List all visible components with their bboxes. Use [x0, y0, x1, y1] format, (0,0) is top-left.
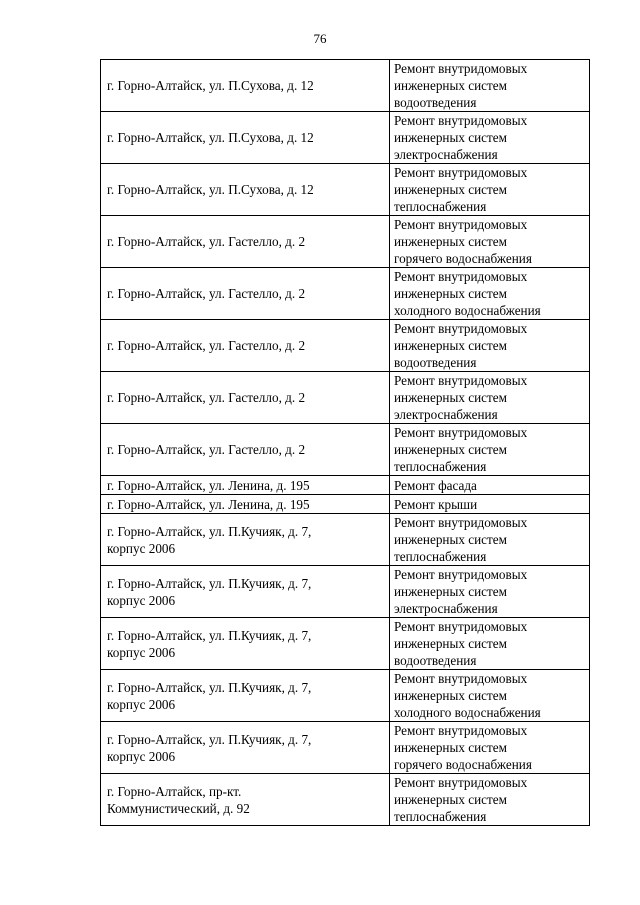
- address-line: г. Горно-Алтайск, ул. П.Сухова, д. 12: [107, 182, 314, 197]
- table-row: [101, 112, 590, 164]
- work-line: инженерных систем: [394, 792, 507, 807]
- address-line: г. Горно-Алтайск, ул. П.Кучияк, д. 7,: [107, 575, 312, 591]
- work-line: инженерных систем: [394, 130, 507, 145]
- address-cell: [101, 774, 390, 826]
- work-line: холодного водоснабжения: [394, 705, 541, 720]
- table-row: [101, 670, 590, 722]
- work-line: инженерных систем: [394, 234, 507, 249]
- table-row: [101, 514, 590, 566]
- work-line: электроснабжения: [394, 147, 498, 162]
- work-cell: [390, 112, 590, 164]
- work-cell: [390, 60, 590, 112]
- table-row: [101, 164, 590, 216]
- work-line: водоотведения: [394, 653, 477, 668]
- address-line: г. Горно-Алтайск, ул. П.Кучияк, д. 7,: [107, 523, 312, 539]
- work-cell: [390, 424, 590, 476]
- address-cell: [101, 164, 390, 216]
- address-line: корпус 2006: [107, 748, 176, 764]
- address-cell: [101, 495, 390, 514]
- work-line: Ремонт фасада: [394, 477, 477, 493]
- work-line: теплоснабжения: [394, 809, 487, 824]
- work-line: инженерных систем: [394, 636, 507, 651]
- address-line: г. Горно-Алтайск, ул. Ленина, д. 195: [107, 496, 310, 512]
- address-line: г. Горно-Алтайск, ул. Гастелло, д. 2: [107, 286, 306, 301]
- work-line: Ремонт внутридомовых: [394, 567, 528, 582]
- work-line: Ремонт внутридомовых: [394, 619, 528, 634]
- address-line: г. Горно-Алтайск, ул. П.Сухова, д. 12: [107, 78, 314, 93]
- work-line: электроснабжения: [394, 407, 498, 422]
- address-line: г. Горно-Алтайск, пр-кт.: [107, 783, 242, 799]
- address-cell: [101, 424, 390, 476]
- work-line: инженерных систем: [394, 182, 507, 197]
- address-line: г. Горно-Алтайск, ул. Гастелло, д. 2: [107, 234, 306, 249]
- address-cell: [101, 112, 390, 164]
- work-line: инженерных систем: [394, 390, 507, 405]
- work-line: инженерных систем: [394, 78, 507, 93]
- address-cell: [101, 476, 390, 495]
- work-line: Ремонт внутридомовых: [394, 775, 528, 790]
- address-line: корпус 2006: [107, 696, 176, 712]
- work-line: теплоснабжения: [394, 459, 487, 474]
- work-cell: [390, 320, 590, 372]
- work-line: водоотведения: [394, 355, 477, 370]
- address-line: г. Горно-Алтайск, ул. П.Кучияк, д. 7,: [107, 627, 312, 643]
- table-row: [101, 424, 590, 476]
- address-cell: [101, 320, 390, 372]
- table-row: [101, 566, 590, 618]
- work-line: Ремонт внутридомовых: [394, 165, 528, 180]
- work-cell: [390, 566, 590, 618]
- address-cell: [101, 670, 390, 722]
- table-row: [101, 372, 590, 424]
- address-line: г. Горно-Алтайск, ул. П.Кучияк, д. 7,: [107, 679, 312, 695]
- address-line: г. Горно-Алтайск, ул. П.Сухова, д. 12: [107, 130, 314, 145]
- work-line: горячего водоснабжения: [394, 757, 532, 772]
- address-cell: [101, 618, 390, 670]
- address-line: г. Горно-Алтайск, ул. Гастелло, д. 2: [107, 442, 306, 457]
- work-line: Ремонт внутридомовых: [394, 217, 528, 232]
- address-cell: [101, 216, 390, 268]
- work-line: инженерных систем: [394, 532, 507, 547]
- work-line: инженерных систем: [394, 688, 507, 703]
- work-cell: [390, 268, 590, 320]
- work-line: Ремонт внутридомовых: [394, 269, 528, 284]
- work-line: инженерных систем: [394, 338, 507, 353]
- work-line: теплоснабжения: [394, 549, 487, 564]
- table-row: [101, 722, 590, 774]
- address-line: корпус 2006: [107, 592, 176, 608]
- works-table-body: [101, 60, 590, 826]
- work-cell: [390, 216, 590, 268]
- work-line: Ремонт внутридомовых: [394, 515, 528, 530]
- work-line: теплоснабжения: [394, 199, 487, 214]
- work-cell: [390, 372, 590, 424]
- work-line: Ремонт внутридомовых: [394, 321, 528, 336]
- work-cell: [390, 774, 590, 826]
- work-line: инженерных систем: [394, 286, 507, 301]
- work-line: инженерных систем: [394, 740, 507, 755]
- work-cell: [390, 495, 590, 514]
- address-line: Коммунистический, д. 92: [107, 800, 250, 816]
- work-line: Ремонт внутридомовых: [394, 373, 528, 388]
- work-line: инженерных систем: [394, 442, 507, 457]
- table-row: [101, 320, 590, 372]
- work-cell: [390, 476, 590, 495]
- work-cell: [390, 618, 590, 670]
- address-cell: [101, 268, 390, 320]
- work-line: горячего водоснабжения: [394, 251, 532, 266]
- work-line: Ремонт внутридомовых: [394, 61, 528, 76]
- address-line: корпус 2006: [107, 540, 176, 556]
- address-cell: [101, 60, 390, 112]
- work-line: водоотведения: [394, 95, 477, 110]
- address-line: г. Горно-Алтайск, ул. Гастелло, д. 2: [107, 338, 306, 353]
- work-cell: [390, 164, 590, 216]
- address-cell: [101, 566, 390, 618]
- table-row: [101, 618, 590, 670]
- work-line: Ремонт крыши: [394, 496, 478, 512]
- table-row: [101, 60, 590, 112]
- page-number: 76: [313, 31, 327, 46]
- works-table: [100, 59, 590, 826]
- table-row: [101, 495, 590, 514]
- address-line: г. Горно-Алтайск, ул. Гастелло, д. 2: [107, 390, 306, 405]
- address-cell: [101, 372, 390, 424]
- work-line: холодного водоснабжения: [394, 303, 541, 318]
- table-row: [101, 476, 590, 495]
- work-line: Ремонт внутридомовых: [394, 113, 528, 128]
- work-line: Ремонт внутридомовых: [394, 425, 528, 440]
- table-row: [101, 268, 590, 320]
- address-line: г. Горно-Алтайск, ул. Ленина, д. 195: [107, 477, 310, 493]
- table-row: [101, 774, 590, 826]
- address-line: г. Горно-Алтайск, ул. П.Кучияк, д. 7,: [107, 731, 312, 747]
- work-line: инженерных систем: [394, 584, 507, 599]
- work-line: электроснабжения: [394, 601, 498, 616]
- work-cell: [390, 514, 590, 566]
- table-row: [101, 216, 590, 268]
- address-cell: [101, 722, 390, 774]
- address-cell: [101, 514, 390, 566]
- work-line: Ремонт внутридомовых: [394, 671, 528, 686]
- work-cell: [390, 722, 590, 774]
- address-line: корпус 2006: [107, 644, 176, 660]
- work-line: Ремонт внутридомовых: [394, 723, 528, 738]
- work-cell: [390, 670, 590, 722]
